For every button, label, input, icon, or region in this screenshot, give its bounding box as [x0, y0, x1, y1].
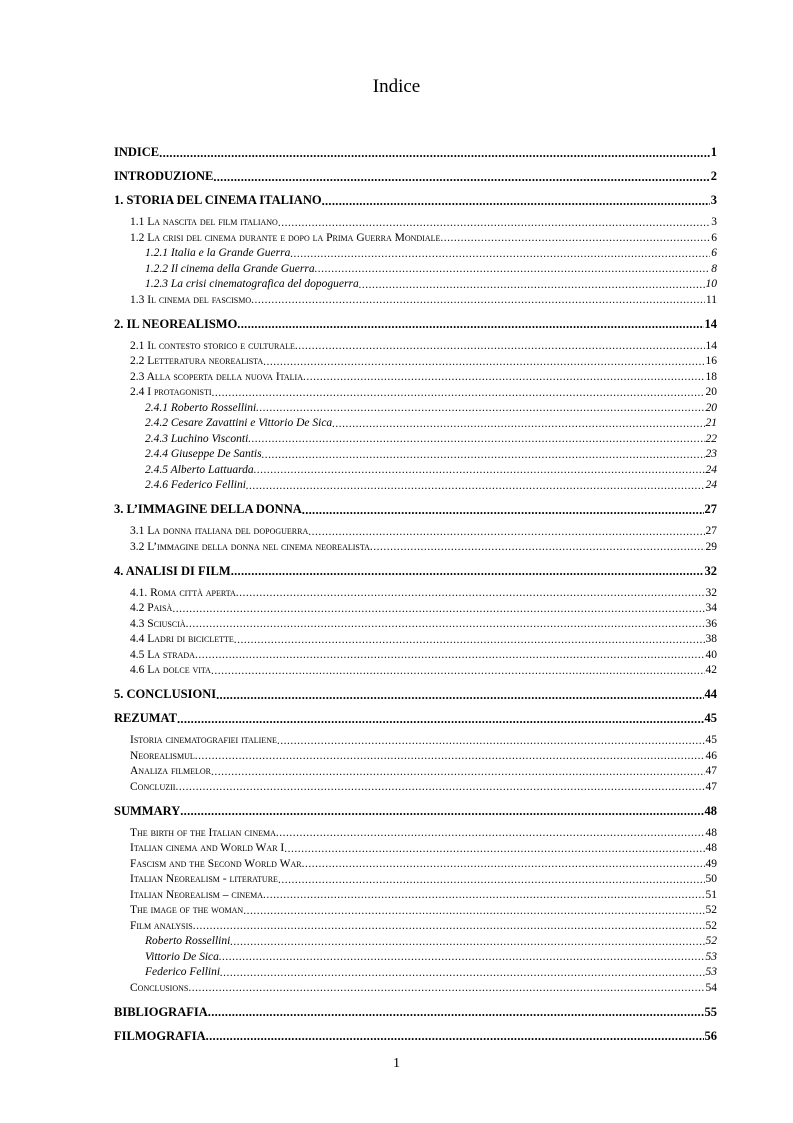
toc-entry[interactable] — [114, 733, 717, 749]
toc-entry[interactable] — [114, 317, 717, 333]
toc-entry-page: 53 — [705, 950, 718, 966]
toc-entry-page: 32 — [705, 586, 718, 602]
toc-entry-page: 52 — [705, 919, 718, 935]
toc-entry[interactable] — [114, 262, 717, 278]
dot-leader — [186, 617, 705, 632]
toc-entry-page: 16 — [705, 354, 718, 370]
toc-entry-page: 38 — [705, 632, 718, 648]
toc-entry[interactable] — [114, 632, 717, 648]
toc-entry-title: Analiza filmelor — [130, 764, 211, 780]
toc-entry-page: 48 — [705, 841, 718, 857]
toc-entry-title: 1.2 La crisi del cinema durante e dopo la Prima Guerra Mondiale — [130, 231, 440, 247]
toc-entry-title: 5. CONCLUSIONI — [114, 687, 217, 701]
toc-entry-title: 4.1. Roma città aperta — [130, 586, 236, 602]
dot-leader — [236, 586, 705, 601]
toc-entry[interactable] — [114, 764, 717, 780]
toc-entry-page: 22 — [705, 432, 718, 448]
toc-entry-page: 18 — [705, 370, 718, 386]
toc-entry[interactable] — [114, 145, 717, 161]
dot-leader — [303, 370, 705, 385]
toc-entry-title: 2.4.3 Luchino Visconti — [145, 432, 248, 448]
toc-entry-page: 40 — [705, 648, 718, 664]
page-number: 1 — [393, 1056, 400, 1071]
toc-entry-title: 1.2.2 Il cinema della Grande Guerra — [145, 262, 315, 278]
toc-entry[interactable] — [114, 540, 717, 556]
toc-entry-title: 4.2 Paisà — [130, 601, 172, 617]
toc-entry-page: 48 — [705, 826, 718, 842]
dot-leader — [256, 401, 704, 416]
toc-entry-title: Film analysis — [130, 919, 193, 935]
toc-entry-title: 3.2 L’immagine della donna nel cinema neorealista — [130, 540, 370, 556]
toc-entry-title: 2.3 Alla scoperta della nuova Italia — [130, 370, 303, 386]
toc-entry-page: 14 — [705, 339, 718, 355]
toc-entry-title: REZUMAT — [114, 711, 177, 725]
toc-entry-page: 14 — [704, 316, 717, 331]
toc-entry-title: Italian Neorealism - literature — [130, 872, 278, 888]
toc-entry-title: 1.3 Il cinema del fascismo — [130, 293, 251, 309]
toc-entry-page: 3 — [710, 215, 717, 231]
toc-entry[interactable] — [114, 564, 717, 580]
toc-entry[interactable] — [114, 354, 717, 370]
toc-entry[interactable] — [114, 826, 717, 842]
dot-leader — [262, 448, 705, 463]
toc-entry-page: 45 — [705, 733, 718, 749]
dot-leader — [243, 904, 704, 919]
toc-entry-title: 4.6 La dolce vita — [130, 663, 211, 679]
toc-entry[interactable] — [114, 339, 717, 355]
toc-entry-title: BIBLIOGRAFIA — [114, 1004, 208, 1019]
dot-leader — [195, 749, 705, 764]
toc-entry[interactable] — [114, 416, 717, 432]
toc-entry-title: 3. L’IMMAGINE DELLA DONNA — [114, 502, 302, 516]
toc-entry-page: 54 — [705, 981, 718, 997]
toc-entry[interactable] — [114, 687, 717, 703]
toc-entry-page: 32 — [704, 563, 717, 578]
toc-entry[interactable] — [114, 950, 717, 966]
dot-leader — [276, 826, 705, 841]
toc-entry-page: 27 — [704, 502, 717, 516]
toc-entry-page: 23 — [705, 447, 718, 463]
toc-entry[interactable] — [114, 401, 717, 417]
dot-leader — [302, 857, 705, 872]
dot-leader — [234, 633, 705, 648]
toc-entry-title: 1.2.1 Italia e la Grande Guerra — [145, 246, 290, 262]
toc-entry[interactable] — [114, 663, 717, 679]
toc-entry[interactable] — [114, 215, 717, 231]
toc-entry-page: 20 — [705, 401, 718, 417]
toc-entry-title: 2.1 Il contesto storico e culturale — [130, 339, 295, 355]
toc-entry-page: 52 — [705, 934, 718, 950]
dot-leader — [208, 1005, 704, 1020]
dot-leader — [206, 1029, 704, 1044]
dot-leader — [332, 417, 704, 432]
toc-entry-title: 2.4.2 Cesare Zavattini e Vittorio De Sica — [145, 416, 332, 432]
toc-entry-title: 2.4.1 Roberto Rossellini — [145, 401, 256, 417]
toc-entry[interactable] — [114, 872, 717, 888]
dot-leader — [212, 386, 705, 401]
toc-entry-page: 49 — [705, 857, 718, 873]
dot-leader — [237, 317, 703, 332]
toc-entry-page: 11 — [705, 293, 717, 309]
dot-leader — [290, 247, 710, 262]
toc-entry-page: 8 — [710, 262, 717, 278]
dot-leader — [213, 170, 709, 185]
toc-entry-title: FILMOGRAFIA — [114, 1028, 206, 1043]
toc-entry[interactable] — [114, 888, 717, 904]
dot-leader — [440, 231, 710, 246]
toc-entry[interactable] — [114, 857, 717, 873]
toc-entry[interactable] — [114, 447, 717, 463]
toc-entry[interactable] — [114, 277, 717, 293]
toc-entry[interactable] — [114, 919, 717, 935]
toc-entry[interactable] — [114, 981, 717, 997]
toc-entry[interactable] — [114, 617, 717, 633]
dot-leader — [248, 432, 704, 447]
toc-entry-page: 55 — [704, 1004, 717, 1019]
toc-entry-title: INTRODUZIONE — [114, 169, 214, 183]
toc-entry-page: 1 — [710, 145, 717, 159]
toc-entry-page: 44 — [704, 687, 717, 701]
toc-entry[interactable] — [114, 1029, 717, 1045]
dot-leader — [195, 648, 705, 663]
toc-entry-page: 47 — [705, 780, 718, 796]
toc-entry[interactable] — [114, 463, 717, 479]
toc-entry[interactable] — [114, 169, 717, 185]
toc-entry-title: Fascism and the Second World War — [130, 857, 302, 873]
toc-entry-title: The birth of the Italian cinema — [130, 826, 276, 842]
toc-entry[interactable] — [114, 934, 717, 950]
toc-entry-title: 4.5 La strada — [130, 648, 195, 664]
dot-leader — [246, 479, 705, 494]
toc-entry-title: 4.4 Ladri di biciclette — [130, 632, 234, 648]
toc-entry[interactable] — [114, 648, 717, 664]
toc-entry-title: Neorealismul — [130, 749, 195, 765]
toc-entry-page: 36 — [705, 617, 718, 633]
toc-entry[interactable] — [114, 841, 717, 857]
dot-leader — [177, 712, 704, 727]
dot-leader — [231, 564, 704, 579]
toc-entry-title: Concluzii — [130, 780, 175, 796]
toc-entry-title: 2. IL NEOREALISMO — [114, 316, 238, 331]
toc-entry-page: 48 — [704, 803, 717, 818]
toc-entry-page: 21 — [705, 416, 718, 432]
toc-entry-title: 1.2.3 La crisi cinematografica del dopoguerra — [145, 277, 359, 293]
toc-entry-page: 2 — [710, 169, 717, 183]
toc-entry-title: 2.4 I protagonisti — [130, 385, 212, 401]
toc-entry-page: 20 — [705, 385, 718, 401]
toc-entry-page: 3 — [710, 193, 717, 207]
table-of-contents — [114, 145, 717, 1044]
dot-leader — [370, 540, 705, 555]
toc-entry[interactable] — [114, 601, 717, 617]
toc-entry-page: 6 — [710, 231, 717, 247]
toc-entry-page: 27 — [705, 524, 718, 540]
toc-entry[interactable] — [114, 502, 717, 518]
toc-entry[interactable] — [114, 478, 717, 494]
toc-entry-page: 46 — [705, 749, 718, 765]
dot-leader — [263, 355, 704, 370]
dot-leader — [211, 765, 705, 780]
toc-entry[interactable] — [114, 246, 717, 262]
dot-leader — [359, 278, 705, 293]
dot-leader — [277, 734, 705, 749]
toc-entry[interactable] — [114, 432, 717, 448]
dot-leader — [251, 293, 705, 308]
toc-entry-title: Conclusions — [130, 981, 188, 997]
toc-entry[interactable] — [114, 524, 717, 540]
dot-leader — [315, 262, 711, 277]
dot-leader — [211, 664, 705, 679]
toc-entry[interactable] — [114, 903, 717, 919]
toc-entry-title: 2.4.4 Giuseppe De Santis — [145, 447, 262, 463]
toc-entry-page: 24 — [705, 463, 718, 479]
toc-entry-page: 10 — [705, 277, 718, 293]
toc-entry[interactable] — [114, 385, 717, 401]
toc-entry[interactable] — [114, 370, 717, 386]
toc-entry-title: 2.4.5 Alberto Lattuarda — [145, 463, 254, 479]
dot-leader — [322, 194, 710, 209]
toc-entry[interactable] — [114, 293, 717, 309]
toc-entry-title: Italian cinema and World War I — [130, 841, 284, 857]
toc-entry[interactable] — [114, 780, 717, 796]
dot-leader — [295, 339, 705, 354]
toc-entry-title: Vittorio De Sica — [145, 950, 219, 966]
dot-leader — [308, 525, 704, 540]
dot-leader — [220, 966, 704, 981]
dot-leader — [278, 216, 710, 231]
toc-entry[interactable] — [114, 749, 717, 765]
toc-entry-page: 24 — [705, 478, 718, 494]
page-title: Indice — [372, 76, 421, 97]
toc-entry-page: 47 — [705, 764, 718, 780]
dot-leader — [254, 463, 705, 478]
toc-entry[interactable] — [114, 711, 717, 727]
dot-leader — [175, 780, 704, 795]
toc-entry-title: SUMMARY — [114, 803, 181, 818]
toc-entry[interactable] — [114, 586, 717, 602]
toc-entry-page: 6 — [710, 246, 717, 262]
dot-leader — [216, 688, 703, 703]
dot-leader — [278, 873, 705, 888]
toc-entry-title: The image of the woman — [130, 903, 243, 919]
toc-entry[interactable] — [114, 193, 717, 209]
dot-leader — [284, 842, 704, 857]
toc-entry-page: 50 — [705, 872, 718, 888]
toc-entry-title: 1.1 La nascita del film italiano — [130, 215, 278, 231]
toc-entry-title: 1. STORIA DEL CINEMA ITALIANO — [114, 193, 322, 207]
dot-leader — [302, 503, 704, 518]
toc-entry-title: Federico Fellini — [145, 965, 220, 981]
toc-entry-title: INDICE — [114, 145, 160, 159]
dot-leader — [193, 919, 705, 934]
toc-entry-page: 42 — [705, 663, 718, 679]
dot-leader — [172, 602, 704, 617]
toc-entry[interactable] — [114, 1005, 717, 1021]
toc-entry[interactable] — [114, 965, 717, 981]
toc-entry-title: 4. ANALISI DI FILM — [114, 563, 231, 578]
dot-leader — [230, 935, 704, 950]
toc-entry-title: Istoria cinematografiei italiene — [130, 733, 277, 749]
toc-entry-title: 4.3 Sciuscià — [130, 617, 186, 633]
toc-entry-title: 2.4.6 Federico Fellini — [145, 478, 246, 494]
toc-entry-page: 29 — [705, 540, 718, 556]
toc-entry[interactable] — [114, 231, 717, 247]
toc-entry-title: Roberto Rossellini — [145, 934, 230, 950]
toc-entry-page: 53 — [705, 965, 718, 981]
toc-entry-page: 51 — [705, 888, 718, 904]
toc-entry-page: 56 — [704, 1028, 717, 1043]
toc-entry-title: 2.2 Letteratura neorealista — [130, 354, 263, 370]
toc-entry-title: Italian Neorealism – cinema — [130, 888, 263, 904]
dot-leader — [159, 146, 710, 161]
toc-entry-page: 52 — [705, 903, 718, 919]
dot-leader — [188, 981, 704, 996]
dot-leader — [219, 950, 705, 965]
toc-entry-title: 3.1 La donna italiana del dopoguerra — [130, 524, 308, 540]
toc-entry-page: 45 — [704, 711, 717, 725]
toc-entry[interactable] — [114, 804, 717, 820]
toc-entry-page: 34 — [705, 601, 718, 617]
dot-leader — [180, 804, 703, 819]
dot-leader — [263, 888, 705, 903]
